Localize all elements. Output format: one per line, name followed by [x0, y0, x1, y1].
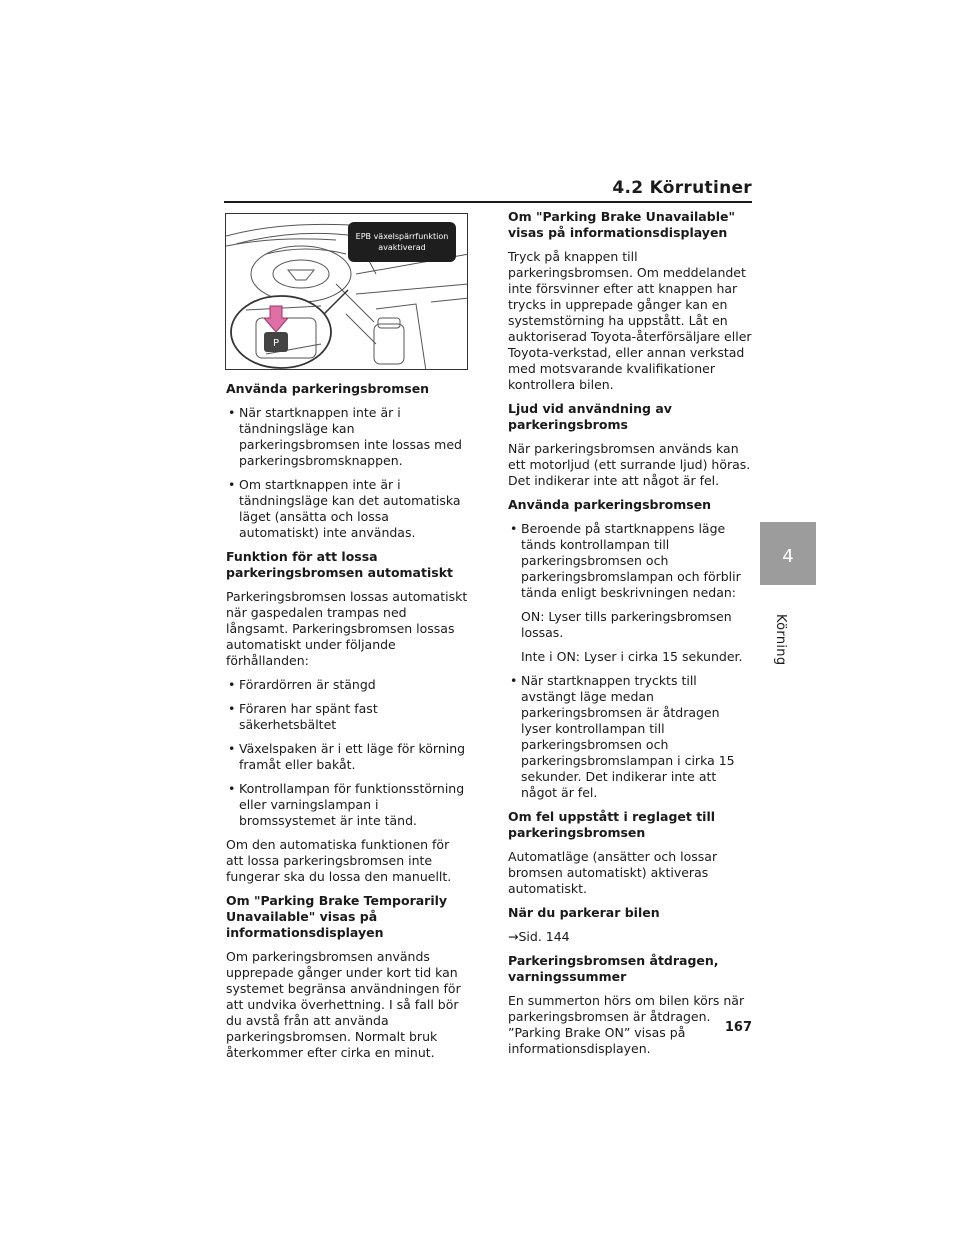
zoom-circle	[231, 296, 331, 368]
left-column	[226, 381, 470, 1069]
paragraph: Tryck på knappen till parkeringsbromsen. Om meddelandet inte försvinner efter att knappen har trycks in upprepade gånger kan en systemstörning ha uppstått. Låt en auktoriserad Toyota-återförsäljare eller Toyota-verkstad, eller annan verkstad med motsvarande kvalifikationer kontrollera bilen.	[508, 249, 752, 392]
chapter-label: Körning	[773, 614, 788, 666]
heading-using-brake-2: Använda parkeringsbromsen	[508, 497, 712, 512]
heading-warning-buzzer: Parkeringsbromsen åtdragen, varningssummer	[508, 953, 719, 984]
list-item: • Växelspaken är i ett läge för körning framåt eller bakåt.	[226, 741, 470, 773]
bullet-list-lamps	[508, 521, 752, 601]
epb-illustration	[225, 213, 468, 370]
paragraph: Parkeringsbromsen lossas automatiskt när gaspedalen trampas ned långsamt. Parkeringsbromsen lossas automatiskt under följande förhållanden:	[226, 589, 468, 668]
page-number: 167	[724, 1020, 752, 1035]
list-item: • Om startknappen inte är i tändningsläge kan det automatiska läget (ansätta och lossa automatiskt) inte användas.	[226, 477, 470, 541]
paragraph: Automatläge (ansätter och lossar bromsen automatiskt) aktiveras automatiskt.	[508, 849, 718, 896]
sub-paragraph: ON: Lyser tills parkeringsbromsen lossas.	[521, 609, 732, 640]
paragraph: En summerton hörs om bilen körs när parkeringsbromsen är åtdragen. ”Parking Brake ON” visas på informationsdisplayen.	[508, 993, 745, 1056]
list-item: • När startknappen tryckts till avstängt läge medan parkeringsbromsen är åtdragen lyser kontrollampan till parkeringsbromsen och parkeringsbromslampan i cirka 15 sekunder. Det indikerar inte att något är fel.	[508, 673, 752, 801]
bullet-list-off	[508, 673, 752, 801]
list-item: • Kontrollampan för funktionsstörning eller varningslampan i bromssystemet är inte tänd.	[226, 781, 470, 829]
chapter-number: 4	[782, 546, 794, 567]
list-item-text: Beroende på startknappens läge tänds kontrollampan till parkeringsbromsen och parkeringsbromslampan och förblir tända enligt beskrivningen nedan:	[521, 521, 741, 600]
paragraph: När parkeringsbromsen används kan ett motorljud (ett surrande ljud) höras. Det indikerar inte att något är fel.	[508, 441, 751, 488]
heading-sound: Ljud vid användning av parkeringsbroms	[508, 401, 672, 432]
epb-callout-label: EPB växelspärrfunktion avaktiverad	[348, 222, 456, 262]
list-item: • Föraren har spänt fast säkerhetsbältet	[226, 701, 470, 733]
list-item: • Förardörren är stängd	[226, 677, 470, 693]
heading-switch-fault: Om fel uppstått i reglaget till parkeringsbromsen	[508, 809, 716, 840]
heading-parking: När du parkerar bilen	[508, 905, 660, 920]
bullet-list-ignition	[226, 405, 470, 541]
right-column	[508, 209, 752, 1065]
page-reference-link[interactable]: →Sid. 144	[508, 929, 570, 944]
heading-temporarily-unavailable: Om "Parking Brake Temporarily Unavailable" visas på informationsdisplayen	[226, 893, 448, 940]
header-rule	[224, 201, 752, 203]
paragraph: Om den automatiska funktionen för att lossa parkeringsbromsen inte fungerar ska du lossa den manuellt.	[226, 837, 452, 884]
paragraph: Om parkeringsbromsen används upprepade gånger under kort tid kan systemet begränsa användningen för att undvika överhettning. I så fall bör du avstå från att använda parkeringsbromsen. Normalt bruk återkommer efter cirka en minut.	[226, 949, 461, 1060]
svg-text:P: P	[272, 338, 280, 349]
list-item	[508, 521, 752, 601]
heading-unavailable: Om "Parking Brake Unavailable" visas på informationsdisplayen	[508, 209, 735, 240]
bullet-list-conditions	[226, 677, 470, 829]
heading-auto-release: Funktion för att lossa parkeringsbromsen automatiskt	[226, 549, 453, 580]
section-title: 4.2 Körrutiner	[612, 178, 752, 198]
list-item: • När startknappen inte är i tändningsläge kan parkeringsbromsen inte lossas med parkeringsbromsknappen.	[226, 405, 470, 469]
sub-paragraph: Inte i ON: Lyser i cirka 15 sekunder.	[521, 649, 743, 664]
heading-using-brake: Använda parkeringsbromsen	[226, 381, 430, 396]
